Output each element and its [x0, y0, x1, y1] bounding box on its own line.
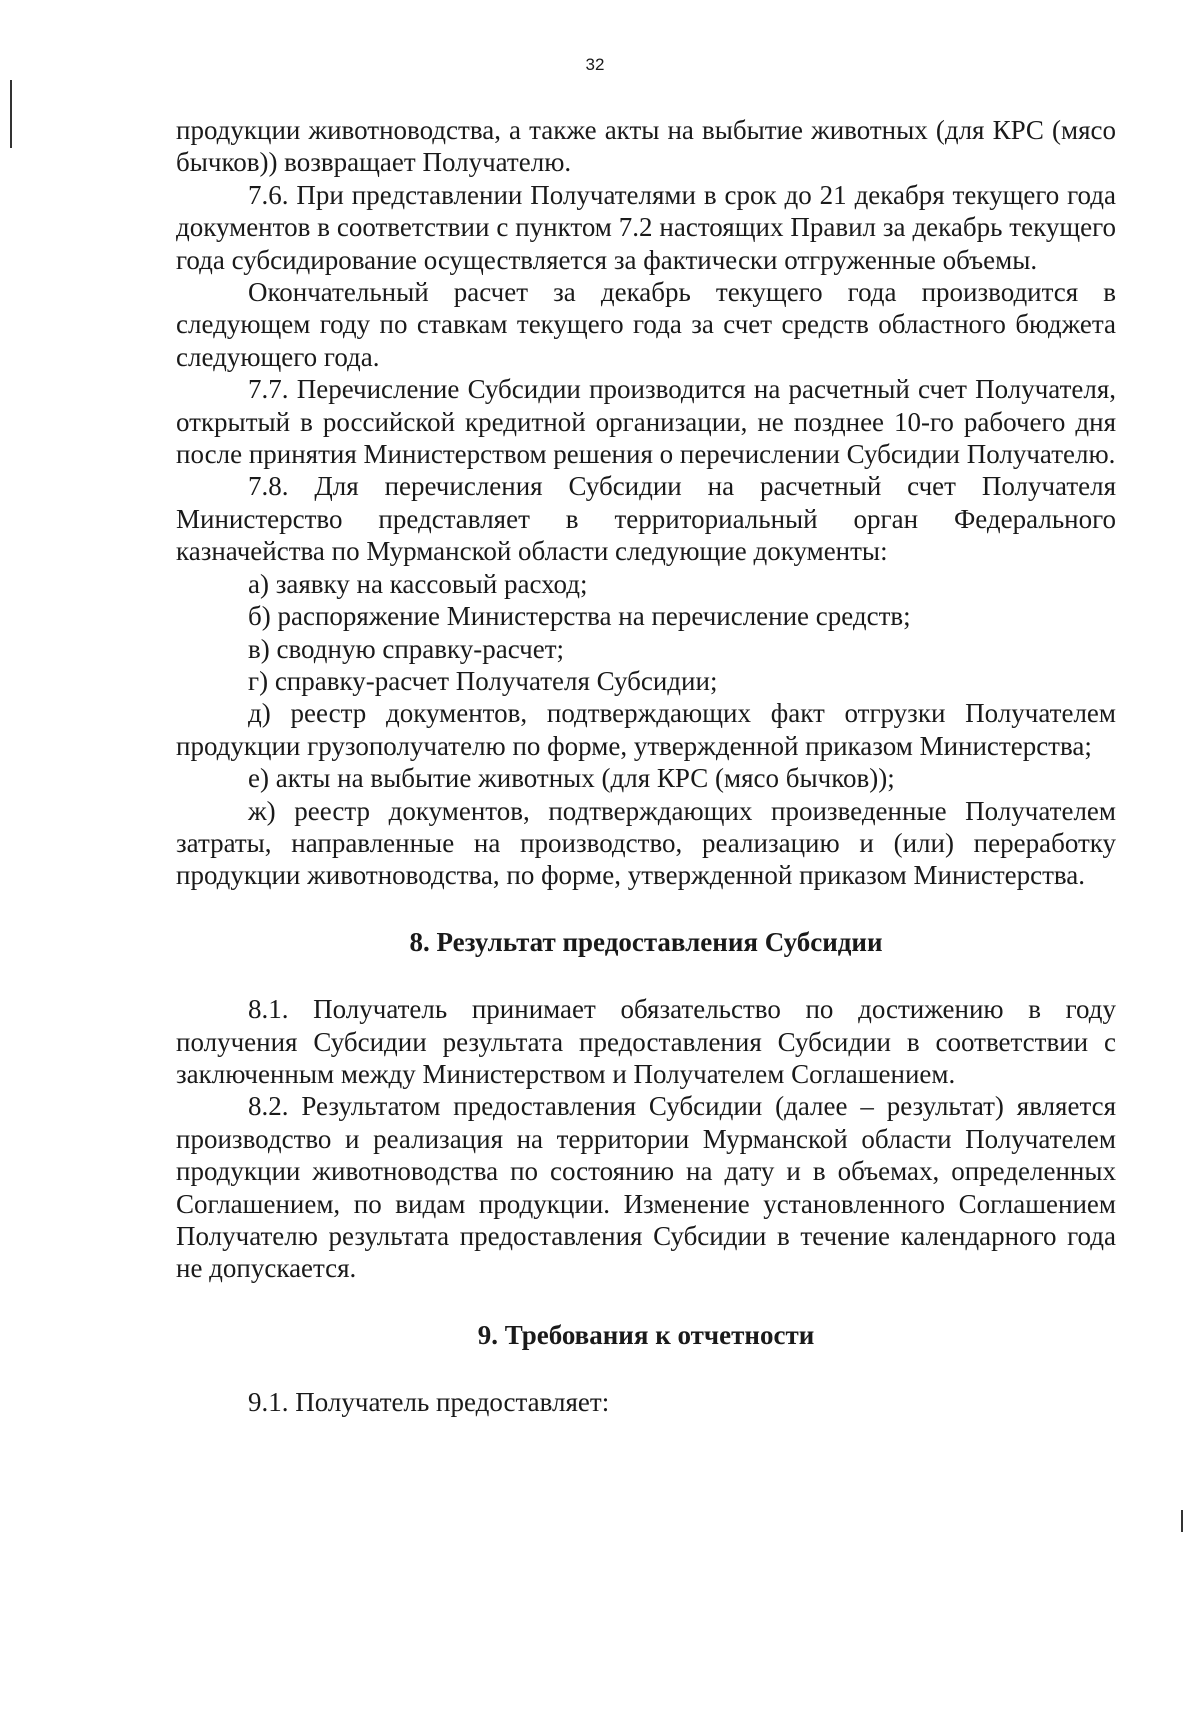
list-item-a: а) заявку на кассовый расход;	[248, 568, 588, 599]
list-item-e: е) акты на выбытие животных (для КРС (мясо бычков));	[248, 763, 895, 794]
page-number: 32	[585, 55, 605, 74]
paragraph-7-7: 7.7. Перечисление Субсидии производится на расчетный счет Получателя, открытый в российской кредитной организации, не позднее 10-го рабочего дня после принятия Министерством решения о перечислении Субсидии Получателю.	[176, 374, 1116, 470]
paragraph-final-calculation: Окончательный расчет за декабрь текущего года производится в следующем году по ставкам текущего года за счет средств областного бюджета следующего года.	[176, 277, 1116, 372]
list-item-v: в) сводную справку-расчет;	[248, 633, 565, 664]
list-item-zh: ж) реестр документов, подтверждающих произведенные Получателем затраты, направленные на производство, реализацию и (или) переработку продукции животноводства, по форме, утвержденной приказом Министерства.	[176, 795, 1116, 891]
paragraph-9-1: 9.1. Получатель предоставляет:	[248, 1387, 610, 1418]
paragraph-continuation: продукции животноводства, а также акты на выбытие животных (для КРС (мясо бычков)) возвращает Получателю.	[176, 115, 1116, 178]
paragraph-8-1: 8.1. Получатель принимает обязательство по достижению в году получения Субсидии результата предоставления Субсидии в соответствии с заключенным между Министерством и Получателем Соглашением.	[176, 994, 1116, 1089]
paragraph-7-8: 7.8. Для перечисления Субсидии на расчетный счет Получателя Министерство представляет в территориальный орган Федерального казначейства по Мурманской области следующие документы:	[176, 471, 1116, 567]
paragraph-7-6: 7.6. При представлении Получателями в срок до 21 декабря текущего года документов в соответствии с пунктом 7.2 настоящих Правил за декабрь текущего года субсидирование осуществляется за фактически отгруженные объемы.	[176, 179, 1116, 275]
document-body	[176, 114, 1116, 1419]
section-9-heading: 9. Требования к отчетности	[477, 1319, 815, 1350]
paragraph-8-2: 8.2. Результатом предоставления Субсидии (далее – результат) является производство и реализация на территории Мурманской области Получателем продукции животноводства по состоянию на дату и в объемах, определенных Соглашением, по видам продукции. Изменение установленного Соглашением Получателю результата предоставления Субсидии в течение календарного года не допускается.	[176, 1091, 1116, 1284]
scan-artifact-right	[1181, 1510, 1183, 1532]
list-item-b: б) распоряжение Министерства на перечисление средств;	[248, 601, 911, 632]
section-8-heading: 8. Результат предоставления Субсидии	[409, 926, 883, 957]
scan-artifact-left	[10, 80, 12, 148]
list-item-d: д) реестр документов, подтверждающих факт отгрузки Получателем продукции грузополучателю по форме, утвержденной приказом Министерства;	[176, 698, 1116, 761]
list-item-g: г) справку-расчет Получателя Субсидии;	[248, 665, 718, 696]
